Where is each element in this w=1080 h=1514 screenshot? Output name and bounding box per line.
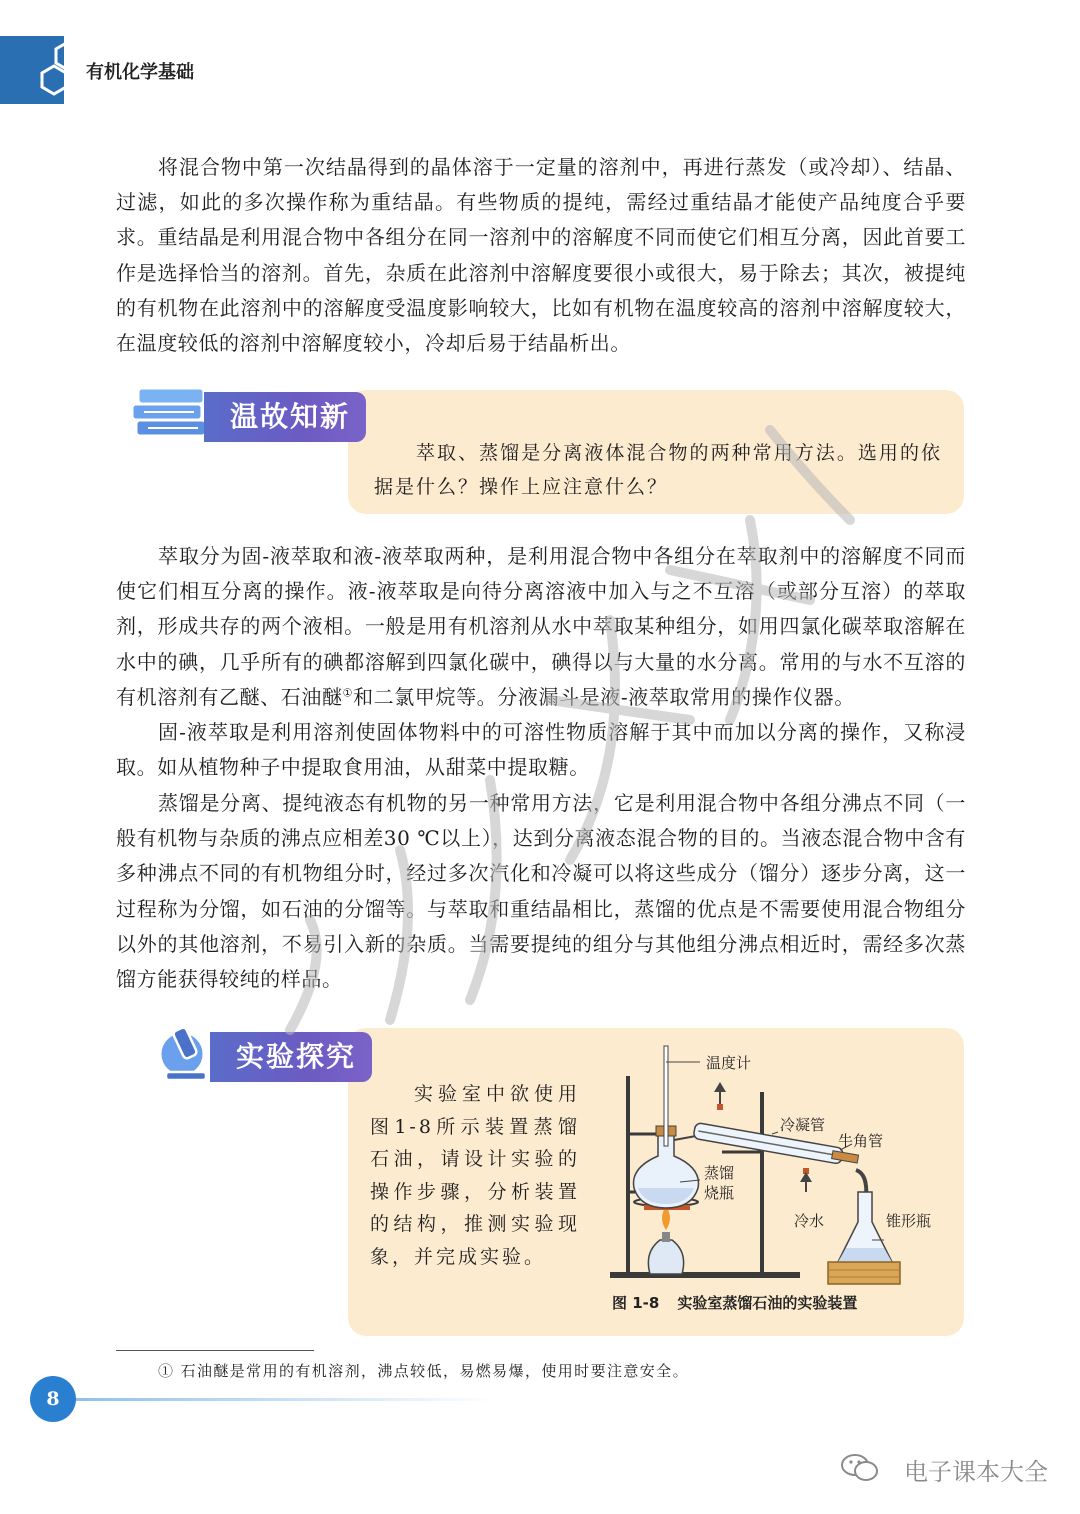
label-flask-line2: 烧瓶 (704, 1184, 735, 1202)
wooden-block (828, 1262, 900, 1284)
extraction-text-part2: 和二氯甲烷等。分液漏斗是液-液萃取常用的操作仪器。 (353, 684, 855, 709)
page-number: 8 (30, 1376, 76, 1422)
review-tag: 温故知新 (204, 392, 366, 442)
footnote-divider (116, 1350, 314, 1351)
stand-base (610, 1272, 800, 1278)
figure-number: 图 1-8 (612, 1294, 660, 1312)
stand-rod-right (760, 1092, 764, 1274)
footnote-marker: ① (342, 686, 354, 700)
label-adapter: 牛角管 (838, 1132, 884, 1150)
paragraph-solid-liquid-extraction: 固-液萃取是利用溶剂使固体物料中的可溶性物质溶解于其中而加以分离的操作，又称浸取。如从植物种子中提取食用油，从甜菜中提取糖。 (116, 720, 966, 780)
extraction-text-part1: 萃取分为固-液萃取和液-液萃取两种，是利用混合物中各组分在萃取剂中的溶解度不同而使它们相互分离的操作。液-液萃取是向待分离溶液中加入与之不互溶（或部分互溶）的萃取剂，形成共存的两个液相。一般是用有机溶剂从水中萃取某种组分，如用四氯化碳萃取溶解在水中的碘，几乎所有的碘都溶解到四氯化碳中，碘得以与大量的水分离。常用的与水不互溶的有机溶剂有乙醚、石油醚 (116, 544, 966, 709)
label-flask-line1: 蒸馏 (704, 1164, 735, 1182)
paragraph-distillation: 蒸馏是分离、提纯液态有机物的另一种常用方法，它是利用混合物中各组分沸点不同（一般有机物与杂质的沸点应相差30 ℃以上），达到分离液态混合物的目的。当液态混合物中含有多种沸点不同的有机物组分时，经过多次汽化和冷凝可以将这些成分（馏分）逐步分离，这一过程称为分馏，如石油的分馏等。与萃取和重结晶相比，蒸馏的优点是不需要使用混合物组分以外的其他溶剂，不易引入新的杂质。当需要提纯的组分与其他组分沸点相近时，需经多次蒸馏方能获得较纯的样品。 (116, 791, 966, 992)
figure-caption (612, 1292, 857, 1313)
thermometer (664, 1046, 668, 1146)
label-receiver: 锥形瓶 (886, 1212, 932, 1230)
label-cold-water: 冷水 (794, 1212, 825, 1230)
erlenmeyer-flask (838, 1192, 892, 1262)
paragraph-extraction (116, 539, 966, 715)
experiment-tag: 实验探究 (210, 1032, 372, 1082)
label-condenser: 冷凝管 (780, 1116, 826, 1134)
watermark-brand: 电子课本大全 (904, 1458, 1048, 1486)
footnote: ① 石油醚是常用的有机溶剂，沸点较低，易燃易爆，使用时要注意安全。 (158, 1362, 689, 1380)
alcohol-lamp (648, 1206, 683, 1274)
wechat-icon (840, 1452, 880, 1484)
distillation-apparatus-figure (600, 1042, 950, 1287)
page-number-rule (76, 1398, 496, 1401)
label-thermometer: 温度计 (706, 1054, 752, 1072)
stand-rod-left (626, 1076, 630, 1274)
book-title: 有机化学基础 (86, 62, 194, 83)
experiment-instructions: 实验室中欲使用图1-8所示装置蒸馏石油，请设计实验的操作步骤，分析装置的结构，推测实验现象，并完成实验。 (370, 1083, 580, 1268)
books-icon (128, 384, 212, 448)
figure-caption-text: 实验室蒸馏石油的实验装置 (677, 1294, 858, 1312)
paragraph-recrystallization: 将混合物中第一次结晶得到的晶体溶于一定量的溶剂中，再进行蒸发（或冷却）、结晶、过滤，如此的多次操作称为重结晶。有些物质的提纯，需经过重结晶才能使产品纯度合乎要求。重结晶是利用混合物中各组分在同一溶剂中的溶解度不同而使它们相互分离，因此首要工作是选择恰当的溶剂。首先，杂质在此溶剂中溶解度要很小或很大，易于除去；其次，被提纯的有机物在此溶剂中的溶解度受温度影响较大，比如有机物在温度较高的溶剂中溶解度较大，在温度较低的溶剂中溶解度较小，冷却后易于结晶析出。 (116, 155, 966, 356)
condenser (693, 1122, 859, 1167)
review-question: 萃取、蒸馏是分离液体混合物的两种常用方法。选用的依据是什么？操作上应注意什么？ (374, 442, 942, 498)
